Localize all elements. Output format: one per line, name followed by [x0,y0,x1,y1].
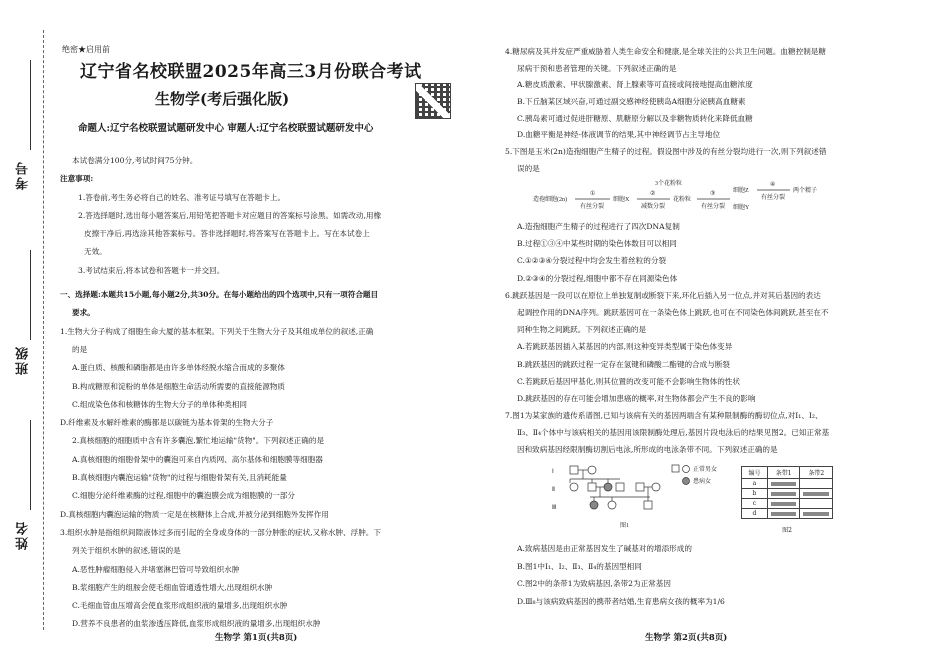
text-line: 无效。 [84,247,107,257]
right-body-b [505,218,935,459]
diagram-top-label: 3个花粉粒 [655,181,683,187]
text-line: 6.跳跃基因是一段可以在原位上单独复制或断裂下来,环化后插入另一位点,并对其后基因的表达 [505,290,821,300]
text-line: B.构成糖原和淀粉的单体是细胞生命活动所需要的直接能源物质 [72,381,286,391]
diagram-celly: 细胞Y [733,205,750,211]
text-line: 因和致病基因经限制酶切割后电泳,所形成的电泳条带不同。下列叙述正确的是 [517,445,778,455]
text-line: 同种生物之间跳跃。下列叙述正确的是 [517,325,647,335]
fig2-header-band2: 条带2 [800,467,833,479]
text-line: A.糖皮质激素、甲状腺激素、肾上腺素等可直接或间接地提高血糖浓度 [517,80,753,90]
right-page [475,0,950,655]
text-line: D.Ⅲ₈与该病致病基因的携带者结婚,生育患病女孩的概率为1/6 [517,596,725,606]
fig2-row-a: a [742,479,768,489]
fig1-caption: 图1 [620,523,630,529]
text-line: B.跳跃基因的跳跃过程一定存在氢键和磷酸二酯键的合成与断裂 [517,359,731,369]
diagram-step4: ④ [770,182,776,188]
diagram-step3: ③ [710,191,716,197]
text-line: C.胰岛素可通过促进肝糖原、肌糖原分解以及非糖物质转化来降低血糖 [517,113,753,123]
text-line: 一、选择题:本题共15小题,每小题2分,共30分。在每小题给出的四个选项中,只有一项符合题目 [60,290,379,300]
meiosis-flow-diagram [505,177,935,217]
page-footer-right: 生物学 第2页(共8页) [645,633,728,643]
text-line: B.过程①③④中某些时期的染色体数目可以相同 [517,239,677,249]
text-line: 2.答选择题时,选出每小题答案后,用铅笔把答题卡对应题目的答案标号涂黑。如需改动,用橡 [78,210,382,220]
page-footer-left: 生物学 第1页(共8页) [215,633,298,643]
diagram-step2: ② [650,191,656,197]
side-label-exam-number: 考号 [16,160,31,190]
gen-label-3: Ⅲ [552,505,557,511]
binding-strip [0,0,48,655]
text-line: C.图2中的条带1为致病基因,条带2为正常基因 [517,579,671,588]
right-body-c [505,540,935,610]
side-label-name: 姓名 [16,520,31,550]
text-line: 5.下图是玉米(2n)造孢细胞产生精子的过程。假设图中涉及的有丝分裂均进行一次,则下列叙述错 [505,147,827,157]
diagram-sub1: 有丝分裂 [580,204,605,210]
side-field-exam-number [30,60,31,150]
exam-title: 辽宁省名校联盟2025年高三3月份联合考试 [80,62,422,82]
diagram-cellx: 细胞X [613,197,630,203]
qr-code-image [415,83,451,119]
text-line: 尿病干预和患者管理的关键。下列叙述正确的是 [517,63,677,73]
text-line: 列关于组织水肿的叙述,错误的是 [72,546,181,556]
text-line: D.真核细胞内囊泡运输的物质一定是在核糖体上合成,并被分泌到细胞外发挥作用 [60,509,329,519]
text-line: 4.糖尿病及其并发症严重威胁着人类生命安全和健康,是全球关注的公共卫生问题。血糖控制是糖 [505,47,826,56]
text-line: A.造孢细胞产生精子的过程进行了四次DNA复制 [517,222,680,231]
fig2-header-id: 编号 [742,467,768,479]
text-line: 3.组织水肿是指组织间隙液体过多而引起的全身或身体的一部分肿胀的症状,又称水肿、浮肿。下 [60,527,381,537]
legend-normal: 正常男女 [693,467,718,473]
diagram-step1: ① [590,191,596,197]
text-line: A.致病基因是由正常基因发生了碱基对的增添形成的 [517,544,692,553]
text-line: B.真核细胞内囊泡运输"货物"的过程与细胞骨架有关,且消耗能量 [72,473,287,483]
diagram-pollen: 花粉粒 [673,197,692,203]
text-line: A.若跳跃基因插入某基因的内部,则这种变异类型属于染色体变异 [517,342,733,352]
text-line: D.②③④的分裂过程,细胞中都不存在同源染色体 [517,273,678,283]
authors-line: 命题人:辽宁名校联盟试题研发中心 审题人:辽宁名校联盟试题研发中心 [78,123,374,134]
text-line: C.①②③④分裂过程中均会发生着丝粒的分裂 [517,256,667,266]
legend-ill: 患病女 [693,479,712,485]
text-line: A.恶性肿瘤细胞侵入并堵塞淋巴管可导致组织水肿 [72,564,240,574]
text-line: 的是 [72,344,88,354]
text-line: Ⅱ₃、Ⅱ₄个体中与该病相关的基因用该限制酶处理后,基因片段电泳后的结果见图2。已知正常基 [517,428,830,438]
text-line: D.血糖平衡是神经-体液调节的结果,其中神经调节占主导地位 [517,130,721,140]
text-line: 本试卷满分100分,考试时间75分钟。 [72,156,198,165]
fig2-row-d: d [742,509,768,519]
text-line: C.细胞分泌纤维素酶的过程,细胞中的囊泡膜会成为细胞膜的一部分 [72,491,295,501]
confidential-mark: 绝密★启用前 [62,45,110,54]
fig2-row-b: b [742,489,768,499]
text-line: C.组成染色体和核糖体的生物大分子的单体种类相同 [72,399,248,409]
text-line: 要求。 [72,308,95,318]
electrophoresis-table [741,466,833,534]
gen-label-2: Ⅱ [552,487,555,493]
text-line: 误的是 [517,163,540,173]
text-line: 皮擦干净后,再选涂其他答案标号。答非选择题时,将答案写在答题卡上。写在本试卷上 [84,229,370,239]
text-line: 1.答卷前,考生务必将自己的姓名、准考证号填写在答题卡上。 [78,192,286,202]
binding-dash-line [43,30,44,630]
left-body [60,152,465,634]
side-field-class [30,250,31,340]
text-line: 1.生物大分子构成了细胞生命大厦的基本框架。下列关于生物大分子及其组成单位的叙述,正确 [60,326,374,336]
diagram-sub4: 有丝分裂 [761,195,786,201]
text-line: C.若跳跃后基因甲基化,则其位置的改变可能不会影响生物体的性状 [517,376,740,386]
exam-subtitle: 生物学(考后强化版) [155,90,290,108]
text-line: 起调控作用的DNA序列。跳跃基因可在一条染色体上跳跃,也可在不同染色体间跳跃,甚至在不 [517,307,829,317]
text-line: D.纤维素及水解纤维素的酶都是以碳链为基本骨架的生物大分子 [60,418,274,428]
text-line: 7.图1为某家族的遗传系谱图,已知与该病有关的基因两端含有某种限制酶的酶切位点,对Ⅰ₁、Ⅰ₂、 [505,411,823,421]
diagram-sub3: 有丝分裂 [701,204,726,210]
fig2-caption: 图2 [782,527,792,534]
text-line: 注意事项: [60,174,94,184]
gen-label-1: Ⅰ [552,469,554,475]
text-line: B.图1中Ⅰ₁、Ⅰ₂、Ⅱ₃、Ⅱ₄的基因型相同 [517,561,642,571]
text-line: 2.真核细胞的细胞质中含有许多囊泡,繁忙地运输"货物"。下列叙述正确的是 [72,436,325,446]
side-field-name [30,420,31,510]
diagram-sub2: 减数分裂 [641,204,666,210]
text-line: A.真核细胞的细胞骨架中的囊泡可来自内质网、高尔基体和细胞膜等细胞器 [72,454,323,464]
diagram-cellz: 细胞Z [733,188,749,194]
text-line: C.毛细血管血压增高会使血浆形成组织液的量增多,出现组织水肿 [72,601,288,611]
text-line: 3.考试结束后,将本试卷和答题卡一并交回。 [78,265,225,275]
text-line: D.营养不良患者的血浆渗透压降低,血浆形成组织液的量增多,出现组织水肿 [72,619,321,629]
text-line: D.跳跃基因的存在可能会增加患癌的概率,对生物体都会产生不良的影响 [517,393,756,403]
text-line: B.浆细胞产生的组胺会使毛细血管通透性增大,出现组织水肿 [72,582,273,592]
text-line: A.蛋白质、核酸和磷脂都是由许多单体经脱水缩合而成的多聚体 [72,363,285,373]
diagram-end: 两个精子 [793,188,818,194]
diagram-start-label: 造孢细胞(2n) [533,197,567,203]
text-line: B.下丘脑某区域兴奋,可通过副交感神经使胰岛A细胞分泌胰高血糖素 [517,97,746,107]
side-label-class: 班级 [16,345,31,375]
fig2-row-c: c [742,499,768,509]
fig2-table [741,466,833,519]
right-body-a [505,44,935,178]
fig2-header-band1: 条带1 [767,467,800,479]
